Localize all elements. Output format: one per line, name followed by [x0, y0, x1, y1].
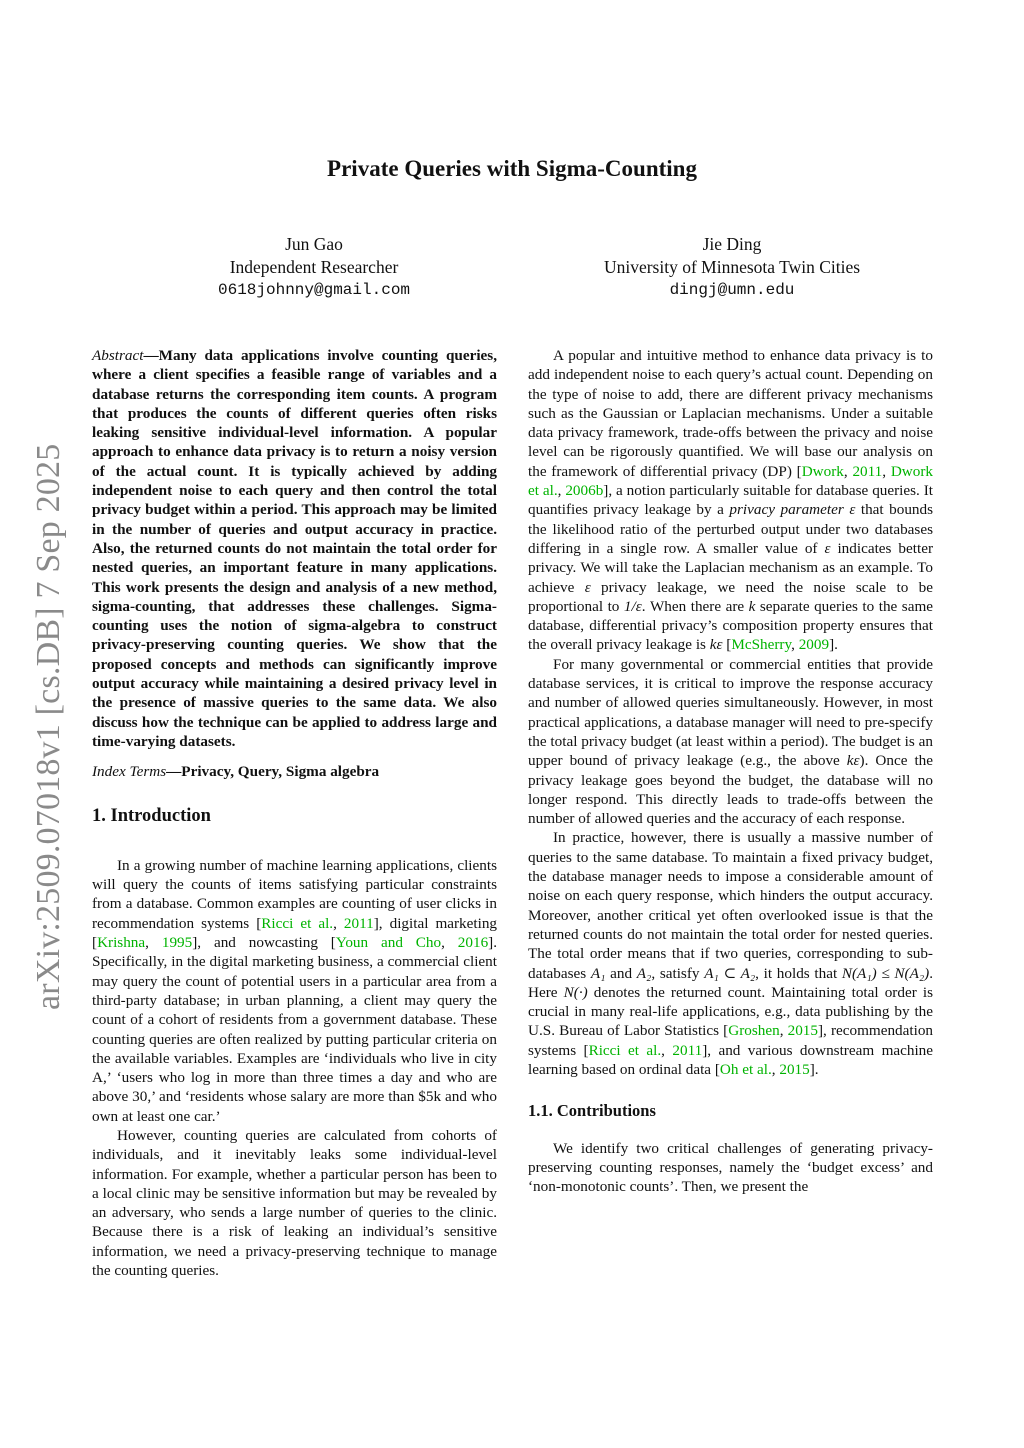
math-expression: A₁ ⊂ A₂ [704, 964, 756, 982]
text-run: , [661, 1041, 673, 1059]
text-run: For many governmental or commercial entities that provide database services, it is critical to improve the response accuracy and number of allowed queries simultaneously. However, in most practical applications, a database manager will need to pre-specify the total privacy budget (at least within a period). The budget is an upper bound of privacy leakage (e.g., the above [528, 655, 933, 770]
math-symbol: ε [584, 578, 591, 596]
text-run: , [333, 914, 344, 932]
text-run: , [557, 482, 566, 500]
text-run: privacy leakage, we need the noise scale to be proportional to [528, 578, 933, 615]
text-run: , [145, 934, 162, 952]
math-symbol: k [748, 597, 756, 615]
text-run: , it holds that [755, 964, 842, 982]
citation-link[interactable]: Krishna [97, 934, 146, 952]
math-expression: kε [709, 636, 723, 654]
math-expression: N(·) [563, 983, 588, 1001]
citation-link[interactable]: Dwork [801, 462, 844, 480]
section-heading-contributions: 1.1. Contributions [528, 1101, 656, 1121]
text-run: ], a notion particularly suitable for database queries. It quantifies privacy leakage by a [528, 482, 934, 519]
text-run: separate queries to the same database, differential privacy’s composition property ensures that the overall privacy leakage is [528, 597, 933, 654]
text-run: . Here [528, 964, 933, 1001]
citation-link[interactable]: 2015 [787, 1022, 818, 1040]
text-run: In a growing number of machine learning applications, clients will query the counts of items satisfying particular constraints from a database. Common examples are counting of user clicks in recommendation systems [ [92, 856, 497, 932]
text-run: and [605, 964, 637, 982]
citation-link[interactable]: 2011 [852, 462, 883, 480]
text-run: . When there are [641, 597, 749, 615]
text-run: , [771, 1060, 780, 1078]
math-expression: N(A₁) ≤ N(A₂) [841, 964, 930, 982]
citation-link[interactable]: 2016 [457, 934, 489, 952]
citation-link[interactable]: Dwork et al. [528, 462, 934, 500]
text-run: , satisfy [651, 964, 705, 982]
author-name: Jun Gao [285, 234, 343, 254]
text-run: ], digital marketing [ [92, 914, 498, 952]
right-column [528, 346, 933, 1196]
math-expression: 1/ε [623, 597, 642, 615]
arxiv-identifier-stamp: arXiv:2509.07018v1 [cs.DB] 7 Sep 2025 [30, 443, 67, 1010]
text-run: , [791, 636, 799, 654]
index-terms [92, 762, 497, 781]
text-run: , [843, 462, 853, 480]
citation-link[interactable]: 2006b [565, 482, 604, 500]
citation-link[interactable]: Ricci et al. [261, 914, 334, 932]
author-block-1 [104, 233, 524, 302]
citation-link[interactable]: Ricci et al. [588, 1041, 662, 1059]
citation-link[interactable]: McSherry [731, 636, 792, 654]
index-terms-label: Index Terms [92, 763, 167, 781]
text-run: ]. [829, 636, 838, 654]
citation-link[interactable]: Groshen [728, 1022, 780, 1040]
text-run: A popular and intuitive method to enhance data privacy is to add independent noise to each query’s actual count. Depending on the type of noise to add, there are different privacy mechanisms such as the Gaussian or Laplacian mechanisms. Under a suitable data privacy framework, trade-offs between the privacy and noise level can be rigorously quantified. We will base our analysis on the framework of differential privacy (DP) [ [528, 347, 933, 480]
author-block-2 [522, 233, 942, 302]
text-run: ], and nowcasting [ [192, 934, 336, 952]
author-email[interactable]: 0618johnny@gmail.com [217, 281, 411, 299]
abstract [92, 346, 497, 751]
text-run: [ [722, 636, 732, 654]
citation-link[interactable]: 1995 [161, 934, 193, 952]
author-email[interactable]: dingj@umn.edu [669, 281, 795, 299]
citation-link[interactable]: 2009 [798, 636, 830, 654]
author-name: Jie Ding [702, 234, 762, 254]
citation-link[interactable]: Youn and Cho [335, 934, 442, 952]
math-symbol: A₁ [590, 964, 606, 982]
math-symbol: ε [824, 539, 831, 557]
citation-link[interactable]: Oh et al. [719, 1060, 772, 1078]
left-column [92, 346, 497, 1280]
section-heading-introduction: 1. Introduction [92, 805, 211, 826]
emphasized-term: privacy parameter [729, 501, 844, 519]
text-run: In practice, however, there is usually a massive number of queries to the same database. To maintain a fixed privacy budget, the database manager needs to impose a considerable amount of noise on each query response, which hinders the output accuracy. Moreover, another critical yet often overlooked issue is that the returned counts do not maintain the total order for nested queries. The total order means that if two queries, corresponding to sub-databases [528, 829, 933, 982]
author-affiliation: Independent Researcher [229, 257, 399, 277]
citation-link[interactable]: 2011 [672, 1041, 703, 1059]
text-run: ]. Specifically, in the digital marketing business, a commercial client may query the count of potential users in a particular area from a third-party database; in urban planning, a client may query the count of a cohort of residents from a government database. These counting queries are often realized by putting particular criteria on the available variables. Examples are ‘individuals who live in city A,’ ‘users who log in more than three times a day and who are above 30,’ and ‘residents whose salary are more than $5k and who own at least one car.’ [92, 934, 498, 1125]
intro-paragraph-1 [92, 856, 497, 1126]
text-run: indicates better privacy. We will take the Laplacian mechanism as an example. To achieve [528, 539, 933, 596]
intro-paragraph-5 [528, 828, 933, 1079]
text-run: that bounds the likelihood ratio of the perturbed output under two databases differing in a single row. A smaller value of [528, 501, 934, 557]
math-symbol: ε [849, 501, 856, 519]
intro-paragraph-3 [528, 346, 933, 655]
citation-link[interactable]: 2011 [343, 914, 374, 932]
text-run: denotes the returned count. Maintaining total order is crucial in many real-life applications, e.g., data publishing by the U.S. Bureau of Labor Statistics [ [528, 983, 933, 1040]
text-run: ]. [809, 1060, 819, 1078]
author-affiliation: University of Minnesota Twin Cities [603, 257, 861, 277]
text-run: ], recommendation systems [ [528, 1022, 934, 1059]
paper-title: Private Queries with Sigma-Counting [327, 156, 697, 181]
index-terms-text: —Privacy, Query, Sigma algebra [166, 763, 380, 781]
abstract-label: Abstract [92, 347, 144, 364]
contributions-paragraph-1: We identify two critical challenges of generating privacy-preserving counting responses, namely the ‘budget excess’ and ‘non-monotonic counts’. Then, we present the [528, 1139, 933, 1196]
text-run: , [882, 462, 891, 480]
math-symbol: A₂ [636, 964, 652, 982]
text-run: , [441, 934, 458, 952]
intro-paragraph-4 [528, 655, 933, 829]
intro-paragraph-2: However, counting queries are calculated from cohorts of individuals, and it inevitably leaks some individual-level information. For example, whether a particular person has been to a local clinic may be sensitive information but may be revealed by an adversary, who sends a large number of queries to the clinic. Because there is a risk of leaking an individual’s sensitive information, we need a privacy-preserving technique to manage the counting queries. [92, 1126, 497, 1280]
text-run: ). Once the privacy leakage goes beyond the budget, the database will no longer respond. This directly leads to trade-offs between the number of allowed queries and the accuracy of each response. [528, 752, 934, 828]
text-run: , [779, 1022, 788, 1040]
citation-link[interactable]: 2015 [779, 1060, 810, 1078]
abstract-text: —Many data applications involve counting queries, where a client specifies a feasible range of variables and a database returns the corresponding item counts. A program that produces the counts of different queries often risks leaking sensitive individual-level information. A popular approach to enhance data privacy is to return a noisy version of the actual count. It is typically achieved by adding independent noise to each query and then control the total privacy budget within a period. This approach may be limited in the number of queries and output accuracy in practice. Also, the returned counts do not maintain the total order for nested queries, an important feature in many applications. This work presents the design and analysis of a new method, sigma-counting, that addresses these challenges. Sigma-counting uses the notion of sigma-algebra to construct privacy-preserving counting queries. We show that the proposed concepts and methods can significantly improve output accuracy while maintaining a desired privacy level in the presence of massive queries to the same data. We also discuss how the technique can be applied to address large and time-varying datasets. [92, 347, 497, 750]
text-run: ], and various downstream machine learning based on ordinal data [ [528, 1041, 934, 1078]
math-expression: kε [846, 752, 860, 770]
